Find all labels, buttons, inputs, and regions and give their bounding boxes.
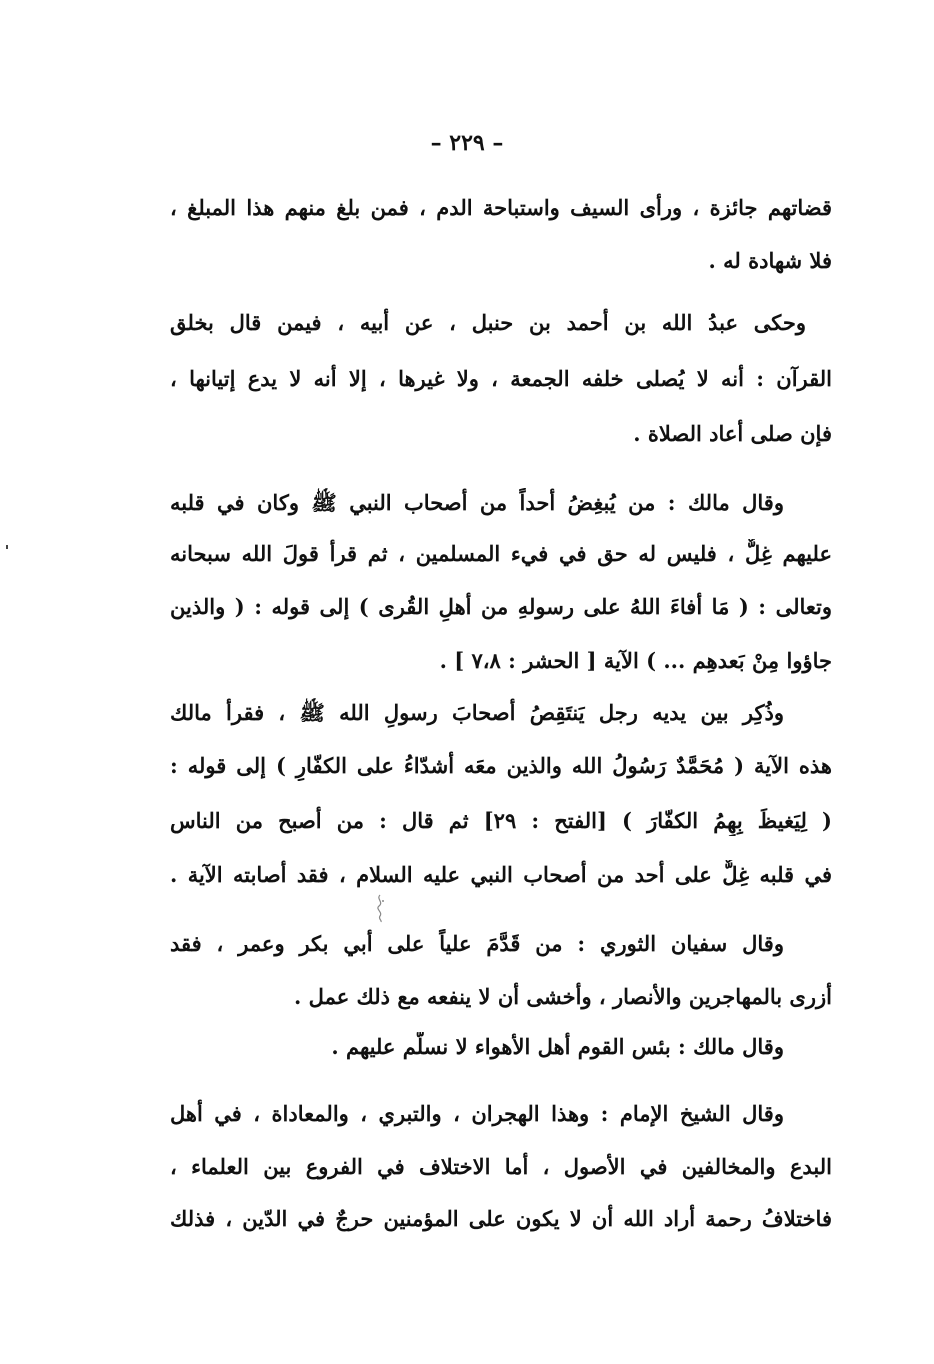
text-line: وقال مالك : بئس القوم أهل الأهواء لا نسلّم عليهم . <box>331 1034 784 1059</box>
scan-speck <box>6 545 8 549</box>
text-line: قضاتهم جائزة ، ورأى السيف واستباحة الدم ، فمن بلغ منهم هذا المبلغ ، <box>170 195 832 220</box>
text-line: وحكى عبدُ الله بن أحمد بن حنبل ، عن أبيه ، فيمن قال بخلق <box>170 310 806 335</box>
text-line: جاؤوا مِنْ بَعدهِم ... ) الآية [ الحشر : ٧،٨ ] . <box>439 648 832 673</box>
text-line: فاختلافُ رحمة أراد الله أن لا يكون على المؤمنين حرجٌ في الدّين ، فذلك <box>170 1206 832 1231</box>
text-line: في قلبه غِلٌّ على أحد من أصحاب النبي عليه السلام ، فقد أصابته الآية . <box>170 862 832 887</box>
text-line: القرآن : أنه لا يُصلى خلفه الجمعة ، ولا غيرها ، إلا أنه لا يدع إتيانها ، <box>170 366 832 391</box>
text-line: البدع والمخالفين في الأصول ، أما الاختلاف في الفروع بين العلماء ، <box>170 1154 832 1179</box>
text-line: فإن صلى أعاد الصلاة . <box>633 421 832 446</box>
page-number: – ٢٢٩ – <box>430 130 504 156</box>
text-line: وذُكِر بين يديه رجل يَنتَقِصُ أصحابَ رسولِ الله ﷺ ، فقرأ مالك <box>170 700 784 725</box>
text-line: وتعالى : ( مَا أفاءَ اللهُ على رسولهِ من أهلِ القُرى ) إلى قوله : ( والذين <box>170 594 832 619</box>
text-line: وقال مالك : من يُبغِضُ أحداً من أصحاب النبي ﷺ وكان في قلبه <box>170 490 784 515</box>
text-line: وقال الشيخ الإمام : وهذا الهجران ، والتبري ، والمعاداة ، في أهل <box>170 1101 784 1126</box>
text-line: ( لِيَغيظَ بِهِمُ الكفّارَ ) [الفتح : ٢٩] ثم قال : من أصبح من الناس <box>170 808 832 833</box>
text-line: هذه الآية ( مُحَمَّدٌ رَسُولُ الله والذين معَه أشدّاءُ على الكفّارِ ) إلى قوله : <box>170 753 832 778</box>
text-line: وقال سفيان الثوري : من قَدَّمَ علياً على أبي بكر وعمر ، فقد <box>170 931 784 956</box>
text-line: أزرى بالمهاجرين والأنصار ، وأخشى أن لا ينفعه مع ذلك عمل . <box>294 984 832 1009</box>
text-line: فلا شهادة له . <box>708 248 832 273</box>
text-line: عليهم غِلٌّ ، فليس له حق في فيء المسلمين ، ثم قرأ قولَ الله سبحانه <box>170 541 832 566</box>
handwritten-mark <box>368 893 392 923</box>
